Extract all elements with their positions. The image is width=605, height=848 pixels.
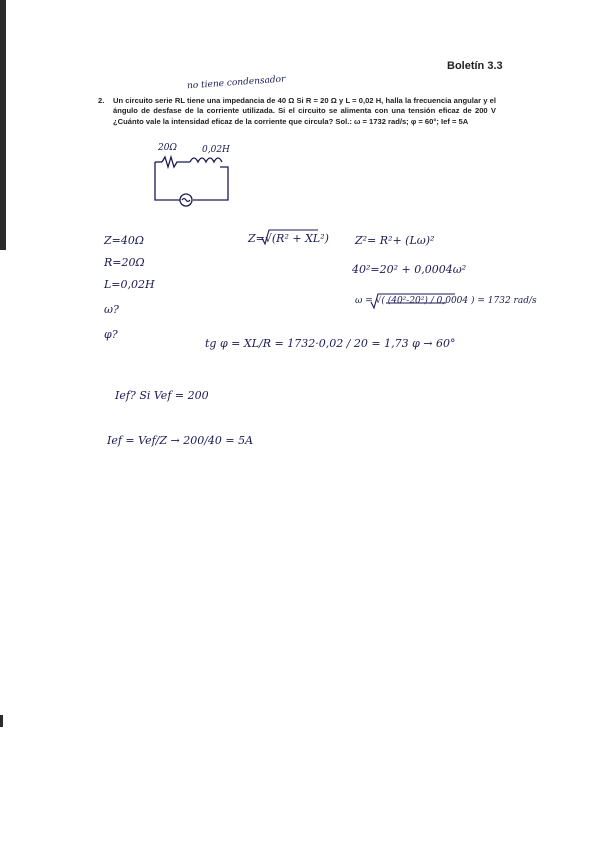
equation-2: 40²=20² + 0,0004ω²	[352, 263, 467, 276]
document-title: Boletín 3.3	[447, 60, 503, 72]
equation-1: Z²= R²+ (Lω)²	[355, 234, 435, 247]
annotation-no-capacitor: no tiene condensador	[186, 74, 286, 92]
problem-text: Un circuito serie RL tiene una impedancia de 40 Ω Si R = 20 Ω y L = 0,02 H, halla la frecuencia angular y el ángulo de desfase de la corriente utilizada. Si el circuito se alimenta con una tensión eficaz de 200 V ¿Cuánto vale la intensidad eficaz de la corriente que circula? Sol.: ω = 1732 rad/s; φ = 60°; Ief = 5A	[113, 96, 496, 126]
phase-angle-calc: tg φ = XL/R = 1732·0,02 / 20 = 1,73 φ → 60°	[205, 337, 456, 350]
unknown-omega: ω?	[104, 303, 119, 316]
unknown-phi: φ?	[104, 328, 118, 341]
ief-calculation: Ief = Vef/Z → 200/40 = 5A	[107, 434, 254, 447]
ief-question: Ief? Si Vef = 200	[115, 389, 209, 402]
equation-3: ω = √( (40²-20²) / 0,0004 ) = 1732 rad/s	[355, 296, 537, 306]
given-impedance: Z=40Ω	[104, 234, 144, 247]
given-resistance: R=20Ω	[104, 256, 145, 269]
problem-number: 2.	[98, 96, 105, 105]
impedance-formula: Z=√(R² + XL²)	[248, 232, 329, 245]
circuit-resistor-label: 20Ω	[158, 143, 177, 153]
given-inductance: L=0,02H	[104, 278, 155, 291]
circuit-inductor-label: 0,02H	[202, 145, 230, 155]
